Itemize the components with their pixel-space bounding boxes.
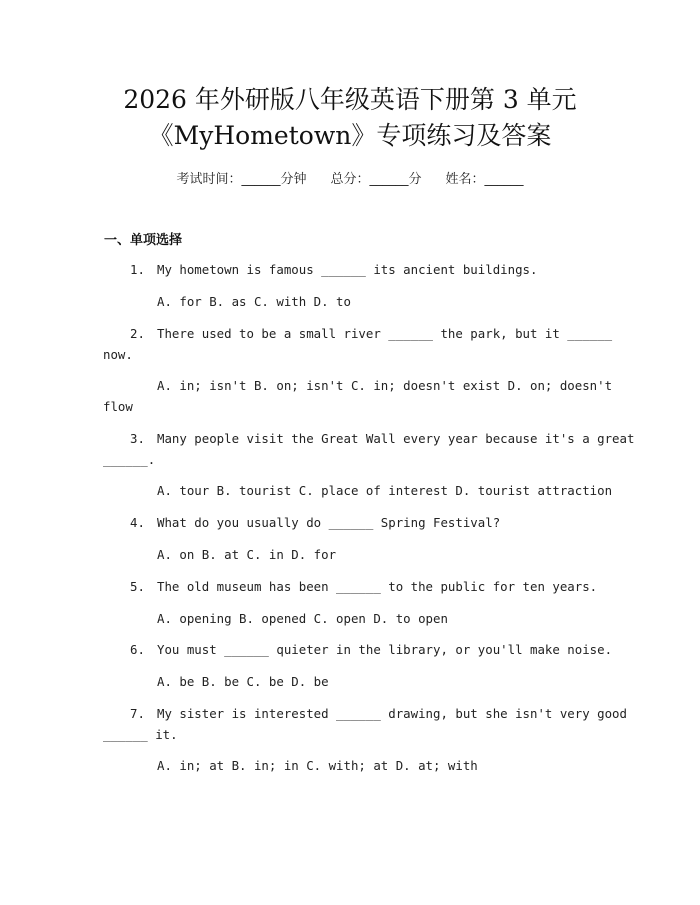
question-number: 3. xyxy=(130,431,145,446)
exam-meta xyxy=(0,168,700,187)
question-3-options: A. tour B. tourist C. place of interest D. tourist attraction xyxy=(157,483,613,498)
question-text: My sister is interested ______ drawing, but she isn't very good xyxy=(157,706,627,721)
exam-name: 姓名：______ xyxy=(445,172,524,187)
question-3-text-cont: ______. xyxy=(103,452,156,467)
question-2-options-cont: flow xyxy=(103,399,133,414)
question-number: 2. xyxy=(130,326,145,341)
question-text: My hometown is famous ______ its ancient buildings. xyxy=(157,262,538,277)
exam-time: 考试时间：______分钟 xyxy=(176,172,307,187)
question-3 xyxy=(130,431,634,446)
question-4-options: A. on B. at C. in D. for xyxy=(157,547,337,562)
question-text: You must ______ quieter in the library, or you'll make noise. xyxy=(157,642,613,657)
question-text: What do you usually do ______ Spring Festival? xyxy=(157,515,501,530)
question-text: The old museum has been ______ to the public for ten years. xyxy=(157,579,598,594)
question-6-options: A. be B. be C. be D. be xyxy=(157,674,329,689)
question-2-options: A. in; isn't B. on; isn't C. in; doesn't exist D. on; doesn't xyxy=(157,378,613,393)
question-1-options: A. for B. as C. with D. to xyxy=(157,294,351,309)
question-number: 4. xyxy=(130,515,145,530)
doc-title-line2: 《MyHometown》专项练习及答案 xyxy=(148,121,552,150)
question-text: There used to be a small river ______ the park, but it ______ xyxy=(157,326,613,341)
exam-score: 总分：______分 xyxy=(330,172,422,187)
question-2 xyxy=(130,326,612,341)
question-1 xyxy=(130,262,537,277)
question-7-options: A. in; at B. in; in C. with; at D. at; with xyxy=(157,758,478,773)
question-number: 6. xyxy=(130,642,145,657)
question-number: 5. xyxy=(130,579,145,594)
question-6 xyxy=(130,642,612,657)
question-2-text-cont: now. xyxy=(103,347,133,362)
question-7 xyxy=(130,706,627,721)
question-7-text-cont: ______ it. xyxy=(103,727,178,742)
question-number: 1. xyxy=(130,262,145,277)
doc-title-line1: 2026 年外研版八年级英语下册第 3 单元 xyxy=(123,85,577,114)
question-4 xyxy=(130,515,500,530)
question-number: 7. xyxy=(130,706,145,721)
question-5 xyxy=(130,579,597,594)
question-text: Many people visit the Great Wall every year because it's a great xyxy=(157,431,635,446)
section-heading: 一、单项选择 xyxy=(104,233,183,248)
question-5-options: A. opening B. opened C. open D. to open xyxy=(157,611,448,626)
